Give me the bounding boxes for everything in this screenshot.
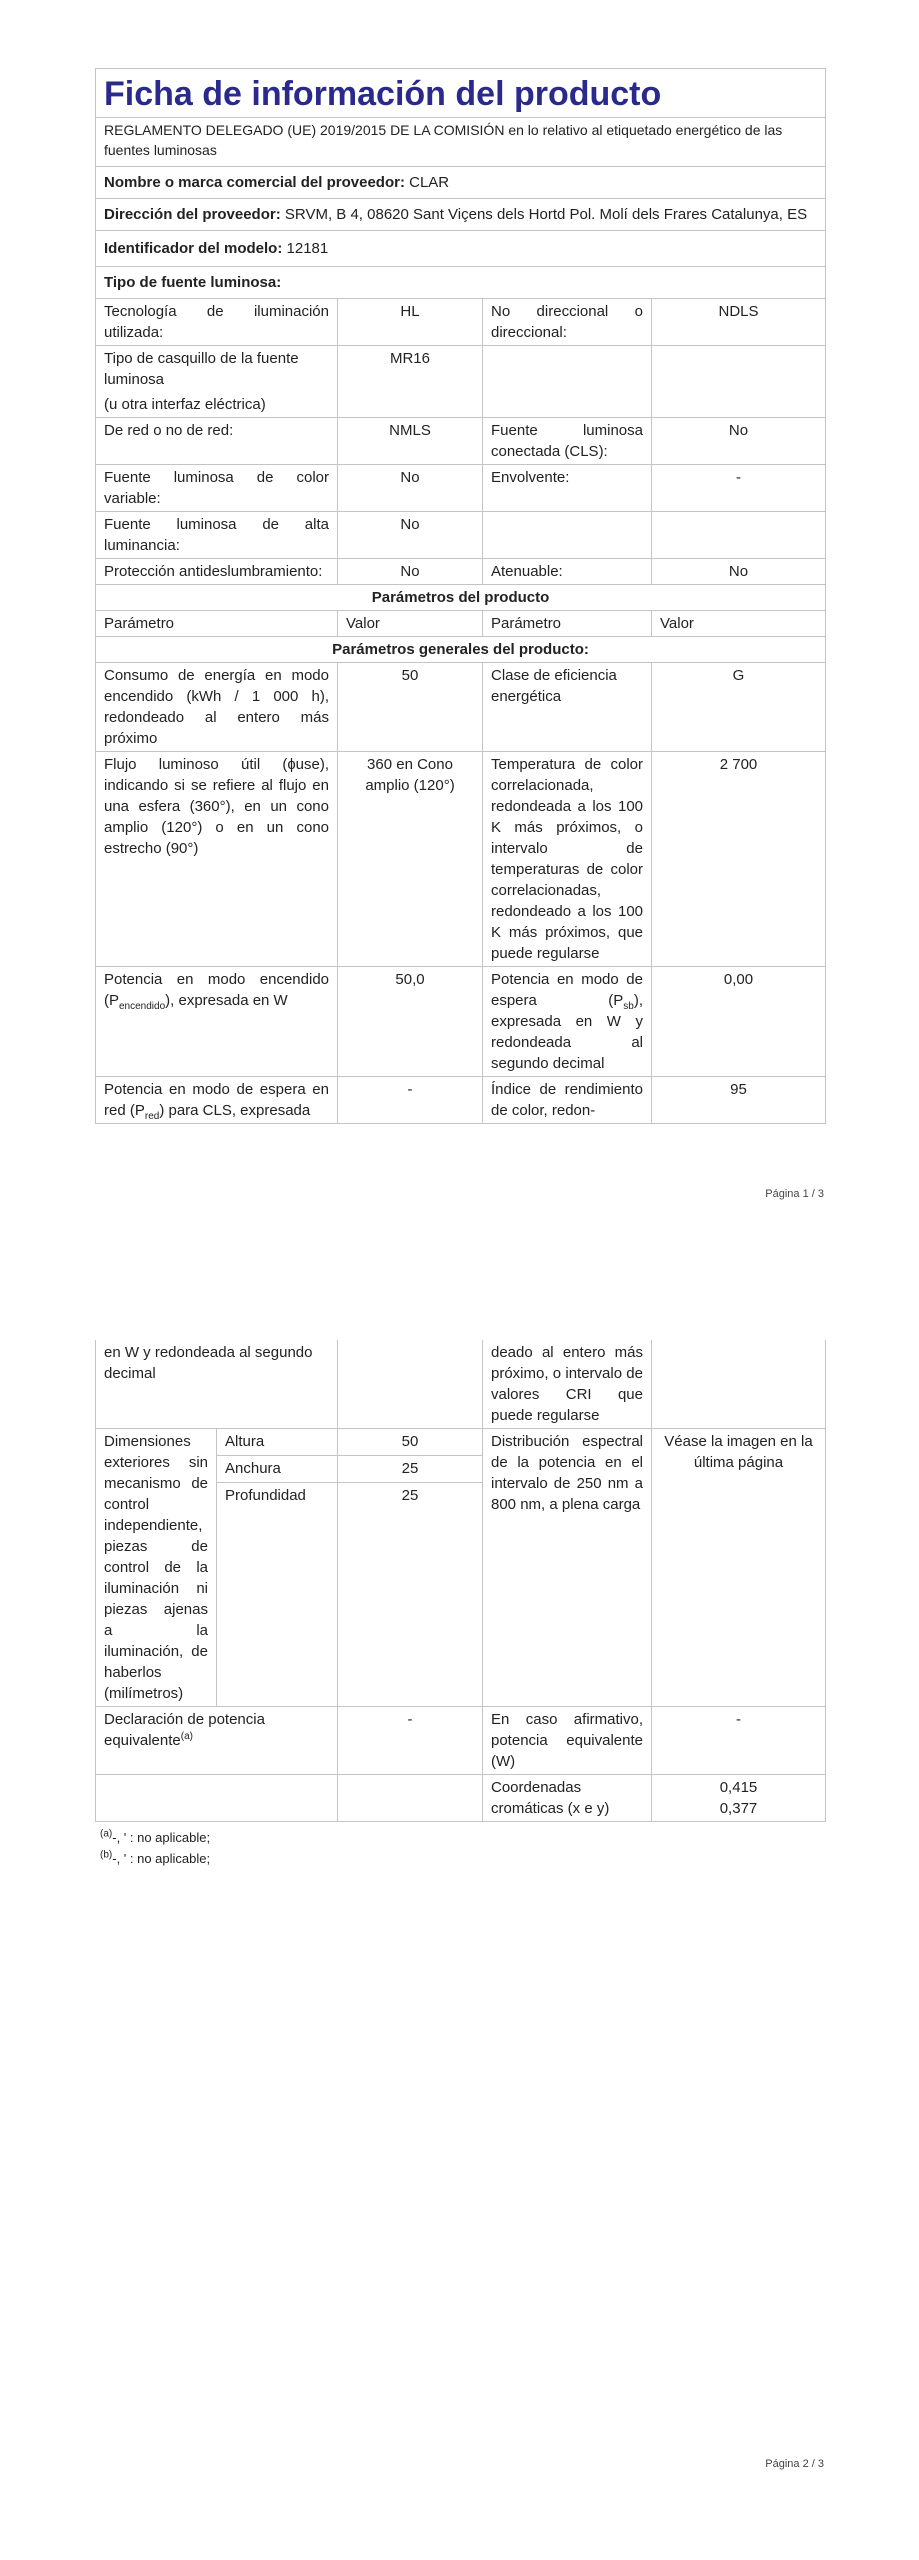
directional-value: NDLS (652, 299, 826, 346)
anti-glare-label: Protección antideslumbramiento: (96, 559, 338, 585)
mains-value: NMLS (338, 418, 483, 465)
empty-cell (483, 512, 652, 559)
anti-glare-value: No (338, 559, 483, 585)
supplier-address-label: Dirección del proveedor: (104, 206, 281, 223)
networked-standby-value: - (338, 1077, 483, 1124)
useful-flux-label: Flujo luminoso útil (ɸuse), indicando si se refiere al flujo en una esfera (360°), en un cono amplio (120°) o en un cono estrecho (90°) (96, 752, 338, 967)
standby-power-label: Potencia en modo de espera $(P_{sb})$, expresada en W y redondeada al segundo decimal (483, 967, 652, 1077)
chromaticity-y: 0,377 (719, 1800, 758, 1817)
equivalent-power-value: - (338, 1707, 483, 1775)
cct-label: Temperatura de color correlacionada, redondeada a los 100 K más próximos, o intervalo de temperaturas de color correlacionadas, redondeado a los 100 K más próximos, que puede regularse (483, 752, 652, 967)
col-header-param: Parámetro (483, 611, 652, 637)
col-header-value: Valor (338, 611, 483, 637)
cap-type-cell (96, 346, 338, 418)
page-2 (0, 1280, 919, 2560)
supplier-name-row (96, 167, 826, 199)
standby-power-value: 0,00 (652, 967, 826, 1077)
col-header-param: Parámetro (96, 611, 338, 637)
width-label: Anchura (217, 1456, 338, 1483)
page-title: Ficha de información del producto (96, 69, 826, 118)
empty-cell (652, 346, 826, 418)
on-mode-power-value: 50,0 (338, 967, 483, 1077)
mains-label: De red o no de red: (96, 418, 338, 465)
chromaticity-value (652, 1775, 826, 1822)
equivalent-watt-label: En caso afirmativo, potencia equivalente (W) (483, 1707, 652, 1775)
networked-standby-label: Potencia en modo de espera en red $(P_{red})$ para CLS, expresada (96, 1077, 338, 1124)
connected-value: No (652, 418, 826, 465)
cri-label-part1: Índice de rendimiento de color, redon- (483, 1077, 652, 1124)
networked-standby-label-cont: en W y redondeada al segundo decimal (96, 1340, 338, 1429)
directional-label: No direccional o direccional: (483, 299, 652, 346)
cri-label-part2: deado al entero más próximo, o intervalo de valores CRI que puede regularse (483, 1340, 652, 1429)
energy-consumption-value: 50 (338, 663, 483, 752)
empty-cell (652, 1340, 826, 1429)
envelope-value: - (652, 465, 826, 512)
cct-value: 2 700 (652, 752, 826, 967)
general-params-heading: Parámetros generales del producto: (96, 637, 826, 663)
light-source-heading: Tipo de fuente luminosa: (96, 267, 826, 299)
empty-cell (338, 1340, 483, 1429)
empty-cell (483, 346, 652, 418)
width-value: 25 (338, 1456, 483, 1483)
high-luminance-label: Fuente luminosa de alta luminancia: (96, 512, 338, 559)
model-id-row (96, 231, 826, 267)
product-info-table-continued (95, 1340, 826, 1822)
tech-value: HL (338, 299, 483, 346)
height-label: Altura (217, 1429, 338, 1456)
footnote-a: $^{(a)}$-, ' : no aplicable; (100, 1828, 211, 1845)
dimensions-label: Dimensiones exteriores sin mecanismo de control independiente, piezas de control de la iluminación ni piezas ajenas a la iluminación, de haberlos (milímetros) (96, 1429, 217, 1707)
equivalent-power-label: Declaración de potencia equivalente$^{(a)}$ (96, 1707, 338, 1775)
supplier-address-row (96, 199, 826, 231)
product-info-table (95, 68, 826, 1124)
envelope-label: Envolvente: (483, 465, 652, 512)
colour-tunable-label: Fuente luminosa de color variable: (96, 465, 338, 512)
chromaticity-label: Coordenadas cromáticas (x e y) (483, 1775, 652, 1822)
tech-label: Tecnología de iluminación utilizada: (96, 299, 338, 346)
supplier-name-value: CLAR (409, 174, 450, 191)
footnote-b: $^{(b)}$-, ' : no aplicable; (100, 1849, 211, 1866)
energy-consumption-label: Consumo de energía en modo encendido (kWh / 1 000 h), redondeado al entero más próximo (96, 663, 338, 752)
supplier-name-label: Nombre o marca comercial del proveedor: (104, 174, 405, 191)
high-luminance-value: No (338, 512, 483, 559)
spectral-distribution-value: Véase la imagen en la última página (652, 1429, 826, 1707)
depth-value: 25 (338, 1483, 483, 1707)
chromaticity-x: 0,415 (719, 1779, 758, 1796)
model-id-label: Identificador del modelo: (104, 240, 283, 257)
footnotes (100, 1827, 210, 1869)
empty-cell (338, 1775, 483, 1822)
cap-label: Tipo de casquillo de la fuente luminosa (104, 350, 299, 388)
page-number-1: Página 1 / 3 (765, 1188, 824, 1200)
dimmable-value: No (652, 559, 826, 585)
empty-cell (652, 512, 826, 559)
height-value: 50 (338, 1429, 483, 1456)
useful-flux-value: 360 en Cono amplio (120°) (338, 752, 483, 967)
cap-value: MR16 (338, 346, 483, 418)
energy-class-value: G (652, 663, 826, 752)
col-header-value: Valor (652, 611, 826, 637)
page-number-2: Página 2 / 3 (765, 2458, 824, 2470)
dimmable-label: Atenuable: (483, 559, 652, 585)
supplier-address-value: SRVM, B 4, 08620 Sant Viçens dels Hortd Pol. Molí dels Frares Catalunya, ES (284, 206, 808, 223)
cri-value: 95 (652, 1077, 826, 1124)
regulation-subtitle: REGLAMENTO DELEGADO (UE) 2019/2015 DE LA COMISIÓN en lo relativo al etiquetado energético de las fuentes luminosas (96, 118, 826, 167)
equivalent-watt-value: - (652, 1707, 826, 1775)
connected-label: Fuente luminosa conectada (CLS): (483, 418, 652, 465)
cap-label-2: (u otra interfaz eléctrica) (104, 396, 266, 413)
product-params-heading: Parámetros del producto (96, 585, 826, 611)
depth-label: Profundidad (217, 1483, 338, 1707)
empty-cell (96, 1775, 338, 1822)
colour-tunable-value: No (338, 465, 483, 512)
on-mode-power-label: Potencia en modo encendido $(P_{encendido})$, expresada en W (96, 967, 338, 1077)
model-id-value: 12181 (286, 240, 329, 257)
spectral-distribution-label: Distribución espectral de la potencia en el intervalo de 250 nm a 800 nm, a plena carga (483, 1429, 652, 1707)
energy-class-label: Clase de eficiencia energética (483, 663, 652, 752)
